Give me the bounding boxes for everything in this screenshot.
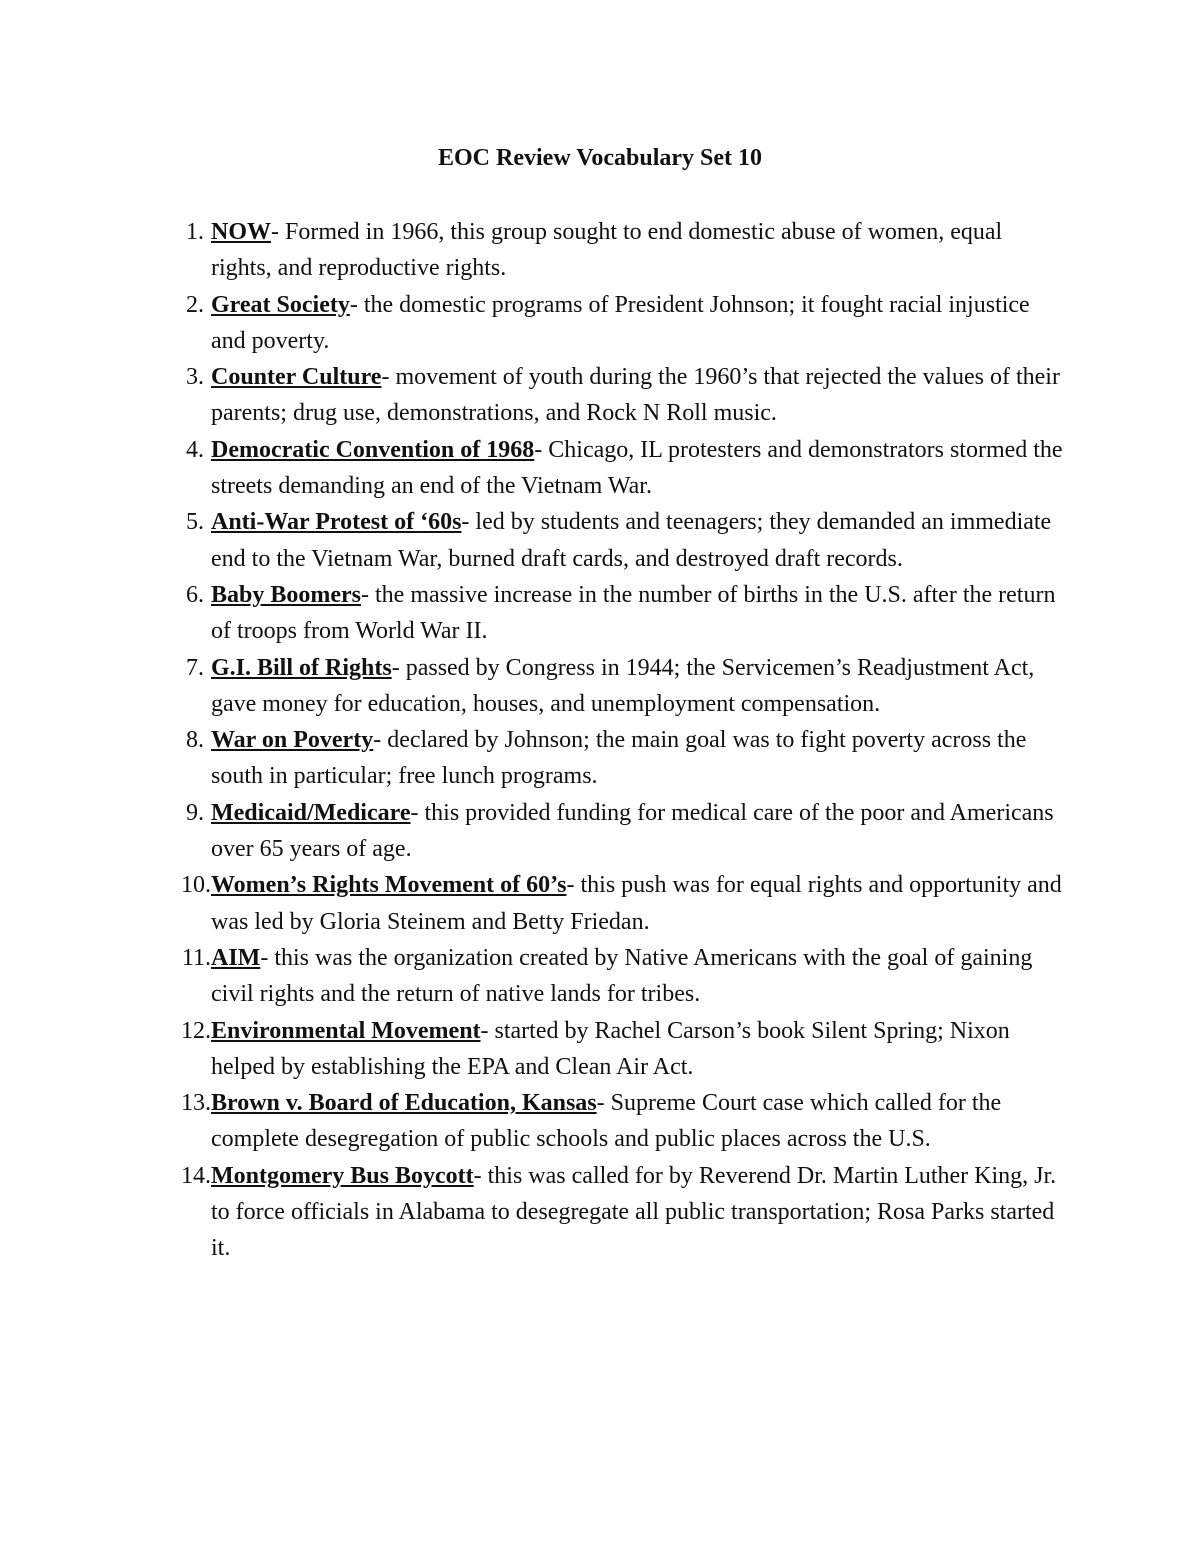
vocab-term: Brown v. Board of Education, Kansas: [211, 1090, 597, 1117]
item-number: 5.: [186, 509, 204, 536]
vocab-definition: - the domestic programs of President Johnson; it fought racial injustice and poverty.: [211, 291, 1030, 354]
vocab-definition: - this provided funding for medical care of the poor and Americans over 65 years of age.: [211, 799, 1054, 863]
list-item: [0, 1085, 1066, 1158]
item-number: 12.: [181, 1017, 211, 1044]
vocab-term: Democratic Convention of 1968: [211, 436, 535, 463]
vocab-definition: - this push was for equal rights and opportunity and was led by Gloria Steinem and Betty Friedan.: [211, 872, 1062, 935]
list-item: [0, 795, 1066, 868]
page-title: EOC Review Vocabulary Set 10: [438, 145, 762, 171]
item-number: 7.: [186, 654, 204, 681]
list-item: [0, 867, 1066, 940]
vocab-term: Baby Boomers: [211, 581, 361, 608]
list-item: [0, 650, 1066, 723]
item-number: 10.: [181, 872, 211, 899]
item-number: 9.: [186, 799, 204, 826]
vocab-term: War on Poverty: [211, 727, 374, 754]
vocab-definition: - Formed in 1966, this group sought to end domestic abuse of women, equal rights, and reproductive rights.: [211, 219, 1003, 282]
vocab-definition: - this was called for by Reverend Dr. Martin Luther King, Jr. to force officials in Alabama to desegregate all public transportation; Rosa Parks started it.: [211, 1162, 1057, 1262]
vocab-term: G.I. Bill of Rights: [211, 654, 392, 681]
list-item: [0, 287, 1066, 360]
vocab-term: Montgomery Bus Boycott: [211, 1162, 474, 1189]
vocab-term: AIM: [211, 944, 261, 971]
list-item: [0, 1158, 1066, 1267]
list-item: [0, 504, 1066, 577]
item-number: 13.: [181, 1090, 211, 1117]
vocab-term: NOW: [211, 219, 271, 245]
vocab-term: Women’s Rights Movement of 60’s: [211, 872, 567, 899]
vocab-definition: - started by Rachel Carson’s book Silent Spring; Nixon helped by establishing the EPA and Clean Air Act.: [211, 1017, 1010, 1080]
vocab-term: Environmental Movement: [211, 1017, 481, 1044]
vocab-term: Anti-War Protest of ‘60s: [211, 509, 462, 536]
vocab-definition: - Supreme Court case which called for the complete desegregation of public schools and public places across the U.S.: [211, 1090, 1002, 1153]
list-item: [0, 432, 1066, 505]
item-number: 4.: [186, 436, 204, 463]
list-item: [0, 577, 1066, 650]
vocab-definition: - declared by Johnson; the main goal was to fight poverty across the south in particular; free lunch programs.: [211, 727, 1027, 790]
item-number: 3.: [186, 364, 204, 391]
vocabulary-list: [0, 214, 1200, 1267]
vocab-definition: - movement of youth during the 1960’s that rejected the values of their parents; drug use, demonstrations, and Rock N Roll music.: [211, 364, 1060, 427]
vocab-term: Counter Culture: [211, 364, 382, 391]
vocab-term: Medicaid/Medicare: [211, 799, 411, 826]
vocab-definition: - the massive increase in the number of births in the U.S. after the return of troops from World War II.: [211, 581, 1056, 645]
item-number: 11.: [181, 944, 211, 971]
list-item: [0, 940, 1066, 1013]
item-number: 6.: [186, 581, 204, 608]
vocab-definition: - this was the organization created by Native Americans with the goal of gaining civil rights and the return of native lands for tribes.: [211, 944, 1033, 1008]
vocab-definition: - Chicago, IL protesters and demonstrators stormed the streets demanding an end of the Vietnam War.: [211, 436, 1063, 500]
vocab-term: Great Society: [211, 291, 350, 318]
item-number: 1.: [186, 219, 204, 245]
vocab-definition: - led by students and teenagers; they demanded an immediate end to the Vietnam War, burned draft cards, and destroyed draft records.: [211, 509, 1052, 572]
item-number: 8.: [186, 727, 204, 754]
list-item: [0, 722, 1066, 795]
item-number: 14.: [181, 1162, 211, 1189]
item-number: 2.: [186, 291, 204, 318]
list-item: [0, 1013, 1066, 1086]
vocab-definition: - passed by Congress in 1944; the Servicemen’s Readjustment Act, gave money for education, houses, and unemployment compensation.: [211, 654, 1035, 717]
list-item: [0, 359, 1066, 432]
list-item: [0, 214, 1066, 287]
